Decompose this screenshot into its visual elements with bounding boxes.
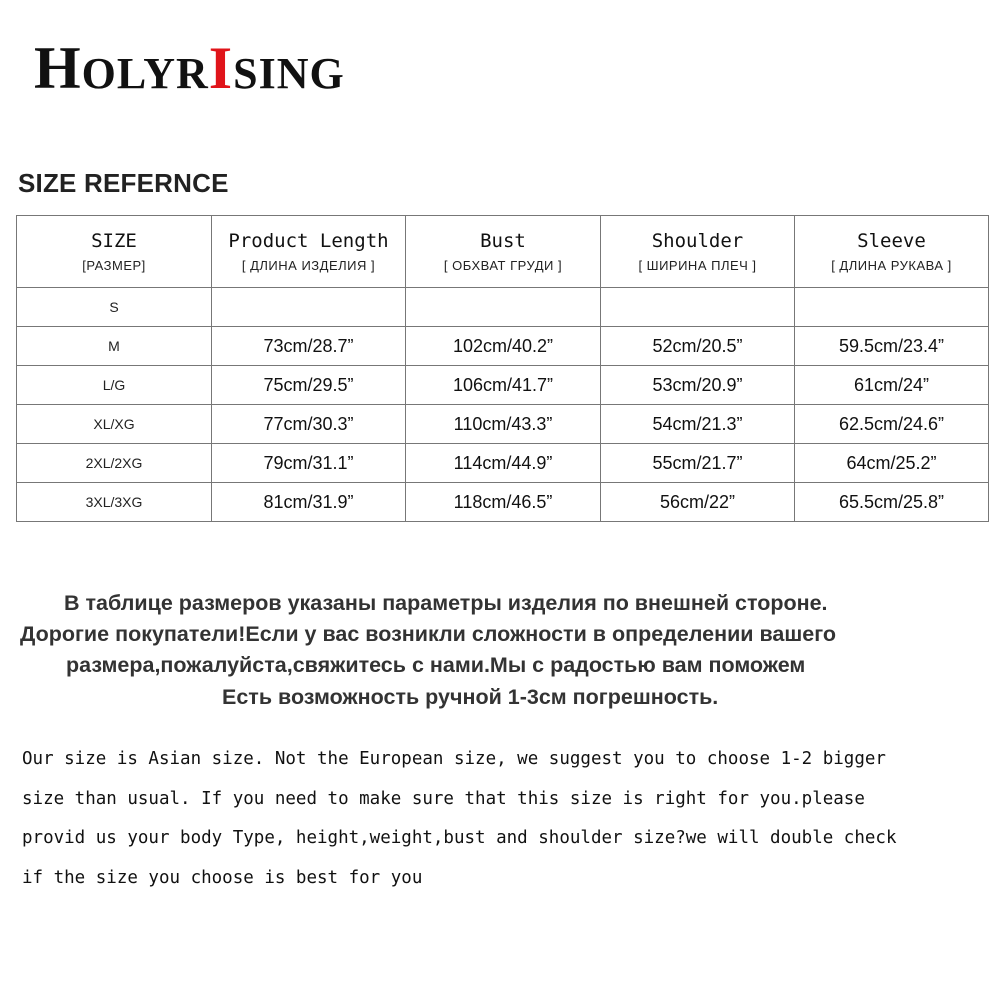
length-cell: 79cm/31.1” xyxy=(212,444,406,483)
length-cell: 81cm/31.9” xyxy=(212,483,406,522)
header-length-en: Product Length xyxy=(228,230,389,252)
bust-cell: 110cm/43.3” xyxy=(406,405,601,444)
sleeve-cell: 65.5cm/25.8” xyxy=(795,483,989,522)
bust-cell: 102cm/40.2” xyxy=(406,327,601,366)
row-size-cell: 3XL/3XG xyxy=(17,483,212,522)
row-size-cell: M xyxy=(17,327,212,366)
bust-cell xyxy=(406,288,601,327)
sleeve-cell: 64cm/25.2” xyxy=(795,444,989,483)
russian-notice-line: Есть возможность ручной 1-3см погрешность. xyxy=(222,684,719,709)
table-row xyxy=(17,444,989,483)
logo-letter-h: H xyxy=(34,35,82,101)
header-shoulder-ru: [ ШИРИНА ПЛЕЧ ] xyxy=(638,258,757,273)
shoulder-cell xyxy=(601,288,795,327)
length-cell: 75cm/29.5” xyxy=(212,366,406,405)
length-cell: 77cm/30.3” xyxy=(212,405,406,444)
header-length-ru: [ ДЛИНА ИЗДЕЛИЯ ] xyxy=(241,258,376,273)
row-size-cell: 2XL/2XG xyxy=(17,444,212,483)
sleeve-cell xyxy=(795,288,989,327)
table-row xyxy=(17,327,989,366)
header-bust xyxy=(406,216,601,288)
bust-cell: 106cm/41.7” xyxy=(406,366,601,405)
header-size-ru: [РАЗМЕР] xyxy=(82,258,146,273)
size-reference-title: SIZE REFERNCE xyxy=(18,168,229,198)
table-row xyxy=(17,405,989,444)
table-row xyxy=(17,483,989,522)
header-shoulder xyxy=(601,216,795,288)
english-notice xyxy=(22,740,982,898)
english-notice-line: size than usual. If you need to make sure that this size is right for you.please xyxy=(22,788,865,809)
header-size xyxy=(17,216,212,288)
logo-part-olyr: OLYR xyxy=(81,49,209,98)
row-size-cell: L/G xyxy=(17,366,212,405)
shoulder-cell: 54cm/21.3” xyxy=(601,405,795,444)
brand-logo xyxy=(34,35,345,101)
header-shoulder-en: Shoulder xyxy=(651,230,744,252)
shoulder-cell: 55cm/21.7” xyxy=(601,444,795,483)
row-size-cell: XL/XG xyxy=(17,405,212,444)
header-length xyxy=(212,216,406,288)
length-cell xyxy=(212,288,406,327)
shoulder-cell: 52cm/20.5” xyxy=(601,327,795,366)
header-sleeve xyxy=(795,216,989,288)
size-table xyxy=(16,215,989,522)
logo-letter-i: I xyxy=(208,35,234,101)
russian-notice-line: размера,пожалуйста,свяжитесь с нами.Мы с радостью вам поможем xyxy=(66,653,806,678)
shoulder-cell: 56cm/22” xyxy=(601,483,795,522)
table-row xyxy=(17,366,989,405)
sleeve-cell: 62.5cm/24.6” xyxy=(795,405,989,444)
header-bust-en: Bust xyxy=(480,230,526,252)
sleeve-cell: 61cm/24” xyxy=(795,366,989,405)
bust-cell: 114cm/44.9” xyxy=(406,444,601,483)
table-header-row xyxy=(17,216,989,288)
english-notice-line: if the size you choose is best for you xyxy=(22,867,423,888)
english-notice-line: Our size is Asian size. Not the European size, we suggest you to choose 1-2 bigger xyxy=(22,749,886,769)
header-size-en: SIZE xyxy=(91,230,137,252)
header-sleeve-ru: [ ДЛИНА РУКАВА ] xyxy=(831,258,952,273)
russian-notice xyxy=(0,588,1000,713)
header-bust-ru: [ ОБХВАТ ГРУДИ ] xyxy=(443,258,563,273)
russian-notice-line: Дорогие покупатели!Если у вас возникли сложности в определении вашего xyxy=(20,622,837,647)
table-row xyxy=(17,288,989,327)
english-notice-line: provid us your body Type, height,weight,bust and shoulder size?we will double check xyxy=(22,828,897,848)
row-size-cell: S xyxy=(17,288,212,327)
bust-cell: 118cm/46.5” xyxy=(406,483,601,522)
shoulder-cell: 53cm/20.9” xyxy=(601,366,795,405)
logo-part-sing: SING xyxy=(233,49,345,98)
russian-notice-line: В таблице размеров указаны параметры изделия по внешней стороне. xyxy=(64,591,828,615)
sleeve-cell: 59.5cm/23.4” xyxy=(795,327,989,366)
length-cell: 73cm/28.7” xyxy=(212,327,406,366)
header-sleeve-en: Sleeve xyxy=(857,230,926,252)
